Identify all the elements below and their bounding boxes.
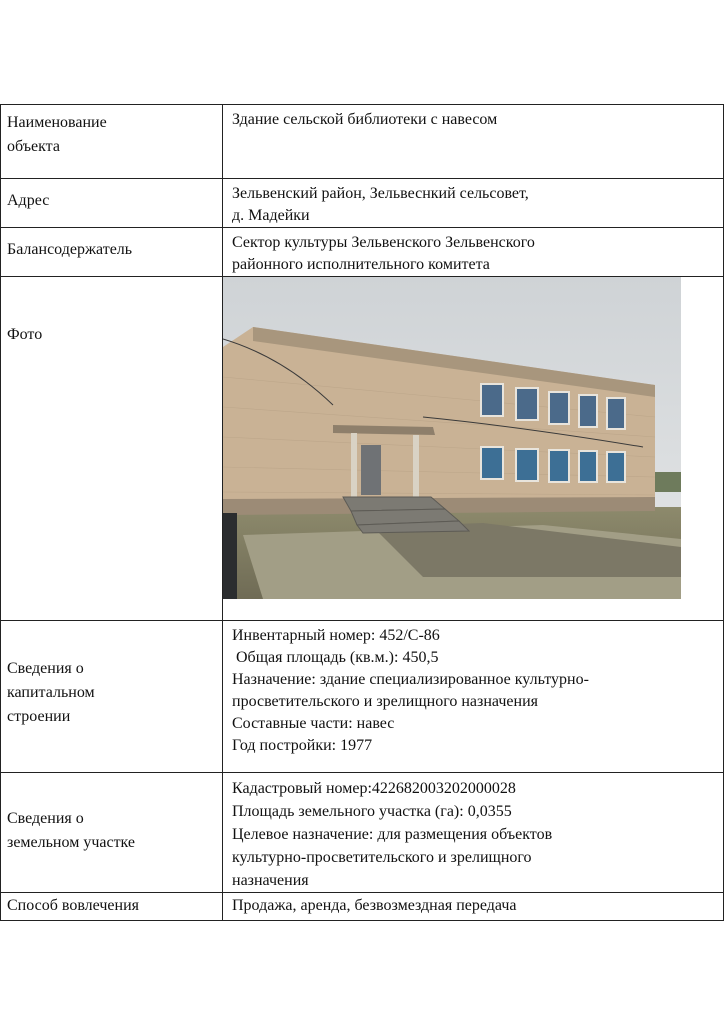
- building-info-value: Инвентарный номер: 452/С-86 Общая площадь (кв.м.): 450,5 Назначение: здание специализированное культурно- просветительского и зрелищного назначения Составные части: навес Год постройки: 1977: [232, 627, 589, 754]
- photo-label: Фото: [7, 326, 43, 343]
- value-cell: [223, 893, 724, 921]
- involvement-method-value: Продажа, аренда, безвозмездная передача: [232, 897, 517, 914]
- object-name-label: Наименование объекта: [7, 114, 107, 155]
- label-cell: [1, 277, 223, 621]
- value-cell: [223, 228, 724, 277]
- label-cell: [1, 105, 223, 179]
- row-object-name: [1, 105, 724, 179]
- row-involvement-method: [1, 893, 724, 921]
- building-info-label: Сведения о капитальном строении: [7, 660, 95, 725]
- land-info-value: Кадастровый номер:422682003202000028 Площадь земельного участка (га): 0,0355 Целевое назначение: для размещения объектов культурно-просветительского и зрелищного назначения: [232, 780, 553, 889]
- value-cell: [223, 277, 724, 621]
- label-cell: [1, 773, 223, 893]
- address-label: Адрес: [7, 192, 50, 209]
- value-cell: [223, 179, 724, 228]
- row-address: [1, 179, 724, 228]
- value-cell: [223, 105, 724, 179]
- building-photo: [223, 277, 681, 599]
- label-cell: [1, 228, 223, 277]
- value-cell: [223, 621, 724, 773]
- label-cell: [1, 621, 223, 773]
- car-edge: [223, 513, 237, 599]
- balance-holder-label: Балансодержатель: [7, 241, 133, 258]
- row-building-info: [1, 621, 724, 773]
- address-value: Зельвенский район, Зельвеснкий сельсовет, д. Мадейки: [232, 185, 529, 224]
- row-land-info: [1, 773, 724, 893]
- involvement-method-label: Способ вовлечения: [7, 897, 139, 914]
- label-cell: [1, 893, 223, 921]
- label-cell: [1, 179, 223, 228]
- property-info-table: [0, 104, 724, 921]
- balance-holder-value: Сектор культуры Зельвенского Зельвенского районного исполнительного комитета: [232, 234, 535, 273]
- row-photo: [1, 277, 724, 621]
- row-balance-holder: [1, 228, 724, 277]
- land-info-label: Сведения о земельном участке: [7, 810, 136, 851]
- value-cell: [223, 773, 724, 893]
- object-name-value: Здание сельской библиотеки с навесом: [232, 111, 498, 128]
